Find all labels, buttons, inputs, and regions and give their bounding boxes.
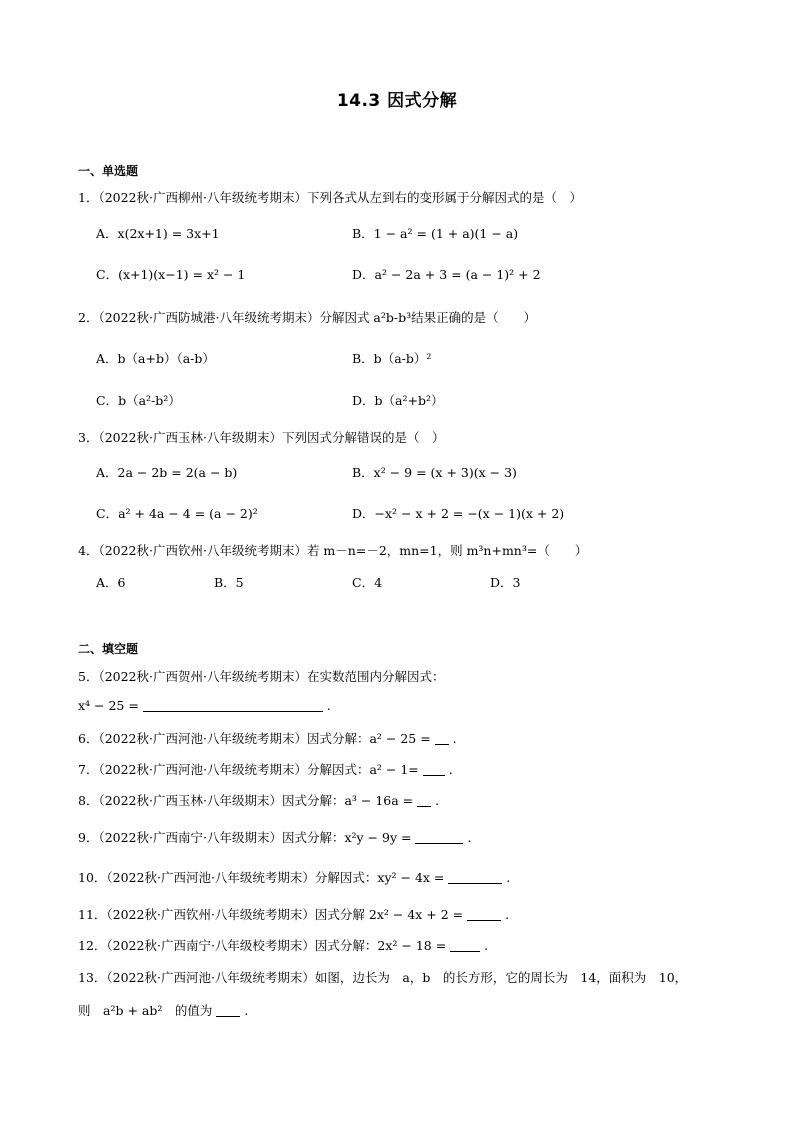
question-10-stem: 10．（2022秋·广西河池·八年级统考期末）分解因式：xy² − 4x = (78, 870, 445, 885)
question-13-period: . (244, 1003, 249, 1018)
question-7 (78, 760, 453, 778)
question-1-option-b: B．1 − a² = (1 + a)(1 − a) (352, 226, 519, 241)
question-9-blank[interactable] (415, 831, 463, 844)
question-11-blank[interactable] (467, 908, 501, 921)
question-13-text: 则 a²b + ab² 的值为 (78, 1003, 213, 1018)
question-3-option-d: D．−x² − x + 2 = −(x − 1)(x + 2) (352, 506, 565, 521)
question-2-option-d: D．b（a²+b²） (352, 393, 444, 408)
page-title: 14.3 因式分解 (336, 91, 458, 111)
question-8 (78, 791, 439, 809)
question-5-blank[interactable] (143, 699, 323, 712)
question-4-option-d: D．3 (490, 575, 521, 590)
question-6-stem: 6．（2022秋·广西河池·八年级统考期末）因式分解：a² − 25 = (78, 731, 431, 746)
question-5-expression: x⁴ − 25 = (78, 698, 139, 713)
question-13-blank[interactable] (216, 1004, 240, 1017)
question-10-blank[interactable] (448, 871, 502, 884)
question-5-period: . (326, 698, 331, 713)
question-12 (78, 936, 488, 954)
question-8-period: . (435, 793, 440, 808)
question-7-blank[interactable] (423, 763, 445, 776)
question-9 (78, 828, 471, 846)
question-10 (78, 868, 510, 886)
question-2-option-a: A．b（a+b）（a-b） (96, 351, 215, 366)
question-7-stem: 7．（2022秋·广西河池·八年级统考期末）分解因式：a² − 1= (78, 762, 419, 777)
question-4-option-b: B．5 (214, 575, 244, 590)
question-6-period: . (452, 731, 457, 746)
question-2-option-c: C．b（a²-b²） (96, 393, 181, 408)
question-13-line-2 (78, 1001, 248, 1019)
question-1-stem: 1．（2022秋·广西柳州·八年级统考期末）下列各式从左到右的变形属于分解因式的是（ ） (78, 190, 582, 205)
question-11-stem: 11．（2022秋·广西钦州·八年级统考期末）因式分解 2x² − 4x + 2 = (78, 907, 464, 922)
section-heading-single-choice: 一、单选题 (78, 164, 139, 178)
question-5-answer-line (78, 698, 331, 713)
section-heading-fill-in: 二、填空题 (78, 642, 139, 656)
question-2-stem: 2．（2022秋·广西防城港·八年级统考期末）分解因式 a²b-b³结果正确的是（ ） (78, 310, 537, 325)
question-12-period: . (484, 938, 489, 953)
question-4-option-a: A．6 (96, 575, 126, 590)
question-3-option-b: B．x² − 9 = (x + 3)(x − 3) (352, 465, 517, 480)
question-7-period: . (448, 762, 453, 777)
question-12-blank[interactable] (450, 939, 480, 952)
question-11 (78, 905, 509, 923)
question-8-blank[interactable] (417, 794, 431, 807)
question-11-period: . (505, 907, 510, 922)
question-1-option-a: A．x(2x+1) = 3x+1 (96, 226, 220, 241)
question-6-blank[interactable] (435, 732, 449, 745)
question-3-stem: 3．（2022秋·广西玉林·八年级期末）下列因式分解错误的是（ ） (78, 430, 445, 445)
question-9-period: . (467, 830, 472, 845)
question-2-option-b: B．b（a-b）² (352, 351, 432, 366)
question-3-option-c: C．a² + 4a − 4 = (a − 2)² (96, 506, 258, 521)
question-10-period: . (506, 870, 511, 885)
question-13-stem: 13．（2022秋·广西河池·八年级统考期末）如图，边长为 a，b 的长方形，它的周长为 14，面积为 10， (78, 970, 688, 985)
question-4-option-c: C．4 (352, 575, 383, 590)
question-5-stem: 5．（2022秋·广西贺州·八年级统考期末）在实数范围内分解因式： (78, 669, 445, 684)
question-12-stem: 12．（2022秋·广西南宁·八年级校考期末）因式分解：2x² − 18 = (78, 938, 447, 953)
question-1-option-c: C．(x+1)(x−1) = x² − 1 (96, 267, 246, 282)
question-6 (78, 729, 457, 747)
question-8-stem: 8．（2022秋·广西玉林·八年级期末）因式分解：a³ − 16a = (78, 793, 414, 808)
question-3-option-a: A．2a − 2b = 2(a − b) (96, 465, 238, 480)
question-4-stem: 4．（2022秋·广西钦州·八年级统考期末）若 m－n=－2，mn=1，则 m³n+mn³=（ ） (78, 543, 588, 558)
question-1-option-d: D．a² − 2a + 3 = (a − 1)² + 2 (352, 267, 541, 282)
question-9-stem: 9．（2022秋·广西南宁·八年级期末）因式分解：x²y − 9y = (78, 830, 412, 845)
